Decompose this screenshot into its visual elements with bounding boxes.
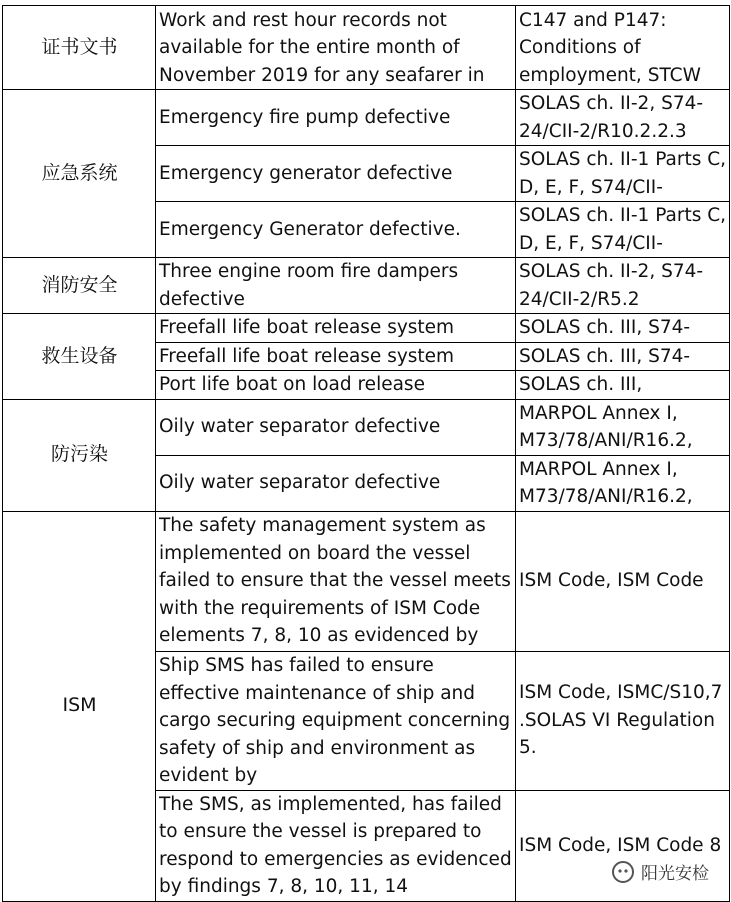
category-cell: 证书文书 xyxy=(3,6,156,90)
deficiency-cell: The SMS, as implemented, has failed to ensure the vessel is prepared to respond to emergencies as evidenced by findings 7, 8, 10, 11, 14 xyxy=(156,790,516,901)
deficiency-cell: Emergency fire pump defective xyxy=(156,90,516,146)
table-row xyxy=(3,90,730,146)
category-cell: 消防安全 xyxy=(3,258,156,314)
reference-cell: SOLAS ch. II-2, S74-24/CII-2/R10.2.2.3 xyxy=(516,90,730,146)
deficiency-cell: Oily water separator defective xyxy=(156,399,516,455)
reference-cell: SOLAS ch. III, xyxy=(516,371,730,400)
table-row xyxy=(3,314,730,343)
reference-cell: SOLAS ch. III, S74- xyxy=(516,314,730,343)
wechat-official-account-icon xyxy=(611,860,635,884)
deficiency-cell: Emergency Generator defective. xyxy=(156,202,516,258)
watermark-text: 阳光安检 xyxy=(641,864,709,884)
deficiency-cell: The safety management system as implemented on board the vessel failed to ensure that the vessel meets with the requirements of ISM Code elements 7, 8, 10 as evidenced by xyxy=(156,511,516,651)
reference-cell: ISM Code, ISM Code xyxy=(516,511,730,651)
reference-cell: SOLAS ch. II-1 Parts C, D, E, F, S74/CII- xyxy=(516,146,730,202)
table-row xyxy=(3,511,730,651)
reference-cell: SOLAS ch. II-2, S74-24/CII-2/R5.2 xyxy=(516,258,730,314)
table-row xyxy=(3,399,730,455)
reference-cell: ISM Code, ISM Code 8 xyxy=(516,790,730,901)
deficiency-table xyxy=(2,5,730,902)
deficiency-cell: Oily water separator defective xyxy=(156,455,516,511)
deficiency-cell: Emergency generator defective xyxy=(156,146,516,202)
deficiency-cell: Work and rest hour records not available for the entire month of November 2019 for any seafarer in xyxy=(156,6,516,90)
watermark xyxy=(607,857,713,886)
deficiency-cell: Three engine room fire dampers defective xyxy=(156,258,516,314)
category-cell: 防污染 xyxy=(3,399,156,511)
deficiency-cell: Freefall life boat release system xyxy=(156,342,516,371)
reference-cell: SOLAS ch. II-1 Parts C, D, E, F, S74/CII- xyxy=(516,202,730,258)
category-cell: 救生设备 xyxy=(3,314,156,400)
category-cell: ISM xyxy=(3,511,156,901)
reference-cell: C147 and P147: Conditions of employment, STCW xyxy=(516,6,730,90)
reference-cell: MARPOL Annex I, M73/78/ANI/R16.2, xyxy=(516,399,730,455)
table-row xyxy=(3,6,730,90)
category-cell: 应急系统 xyxy=(3,90,156,258)
deficiency-cell: Ship SMS has failed to ensure effective maintenance of ship and cargo securing equipment concerning safety of ship and environment as evident by xyxy=(156,651,516,790)
deficiency-cell: Port life boat on load release xyxy=(156,371,516,400)
reference-cell: ISM Code, ISMC/S10,7 .SOLAS VI Regulation 5. xyxy=(516,651,730,790)
reference-cell: SOLAS ch. III, S74- xyxy=(516,342,730,371)
table-row xyxy=(3,258,730,314)
deficiency-cell: Freefall life boat release system xyxy=(156,314,516,343)
reference-cell: MARPOL Annex I, M73/78/ANI/R16.2, xyxy=(516,455,730,511)
